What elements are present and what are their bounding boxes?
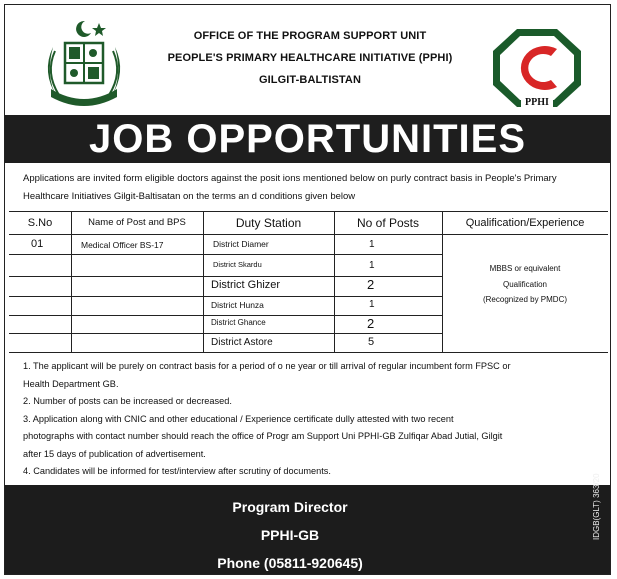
station-cell: District Astore xyxy=(211,337,273,348)
station-cell: District Ghizer xyxy=(211,279,281,291)
region-title: GILGIT-BALTISTAN xyxy=(258,74,361,86)
qualification-line: (Recognized by PMDC) xyxy=(482,295,568,304)
publication-code: IDGB(GLT) 363/20 xyxy=(592,473,601,540)
station-cell: District Hunza xyxy=(211,300,264,310)
header-station: Duty Station xyxy=(235,216,302,230)
station-cell: District Ghance xyxy=(211,318,266,327)
posts-count: 2 xyxy=(367,316,375,331)
terms-item: 2. Number of posts can be increased or decreased. xyxy=(23,396,232,406)
station-cell: District Diamer xyxy=(213,239,269,249)
signatory-title: Program Director xyxy=(232,499,348,515)
sno-cell: 01 xyxy=(31,238,44,250)
header-posts: No of Posts xyxy=(356,216,420,230)
positions-table xyxy=(9,211,608,353)
intro-paragraph: Applications are invited form eligible doctors against the posit ions mentioned below on purly contract basis in People's Primary Healthcare Initiatives Gilgit-Baltisatan on the terms an d conditions given below xyxy=(23,173,557,202)
signatory-org: PPHI-GB xyxy=(260,527,320,543)
header-qualification: Qualification/Experience xyxy=(465,217,585,229)
terms-item: 4. Candidates will be informed for test/interview after scrutiny of documents. xyxy=(23,466,331,476)
terms-list xyxy=(23,358,607,481)
terms-item: 3. Application along with CNIC and other educational / Experience certificate dully attested with two recent xyxy=(23,413,454,424)
page-title: JOB OPPORTUNITIES xyxy=(5,115,610,163)
post-cell: Medical Officer BS-17 xyxy=(81,240,164,250)
advertisement-page xyxy=(4,4,611,575)
pphi-logo-text: PPHI xyxy=(525,97,549,108)
qualification-line: Qualification xyxy=(502,280,548,289)
header xyxy=(5,5,610,112)
organization-title: PEOPLE'S PRIMARY HEALTHCARE INITIATIVE (PPHI) xyxy=(167,52,453,64)
posts-count: 1 xyxy=(369,260,375,271)
terms-item: Health Department GB. xyxy=(23,378,119,389)
phone-number: Phone (05811-920645) xyxy=(217,555,363,571)
station-cell: District Skardu xyxy=(213,260,262,269)
posts-count: 2 xyxy=(367,277,375,292)
footer xyxy=(5,485,610,574)
posts-count: 1 xyxy=(369,299,375,310)
office-title: OFFICE OF THE PROGRAM SUPPORT UNIT xyxy=(193,30,427,42)
header-post: Name of Post and BPS xyxy=(88,217,186,228)
government-emblem-icon xyxy=(33,17,135,109)
terms-item: 1. The applicant will be purely on contract basis for a period of o ne year or till arrival of regular incumbent form FPSC or xyxy=(23,361,511,371)
terms-item: after 15 days of publication of advertisement. xyxy=(23,448,206,459)
header-sno: S.No xyxy=(27,217,53,229)
posts-count: 5 xyxy=(368,336,375,348)
terms-item: photographs with contact number should reach the office of Progr am Support Uni PPHI-GB Zulfiqar Abad Jutial, Gilgit xyxy=(23,431,503,441)
posts-count: 1 xyxy=(369,239,375,250)
qualification-line: MBBS or equivalent xyxy=(489,264,561,273)
